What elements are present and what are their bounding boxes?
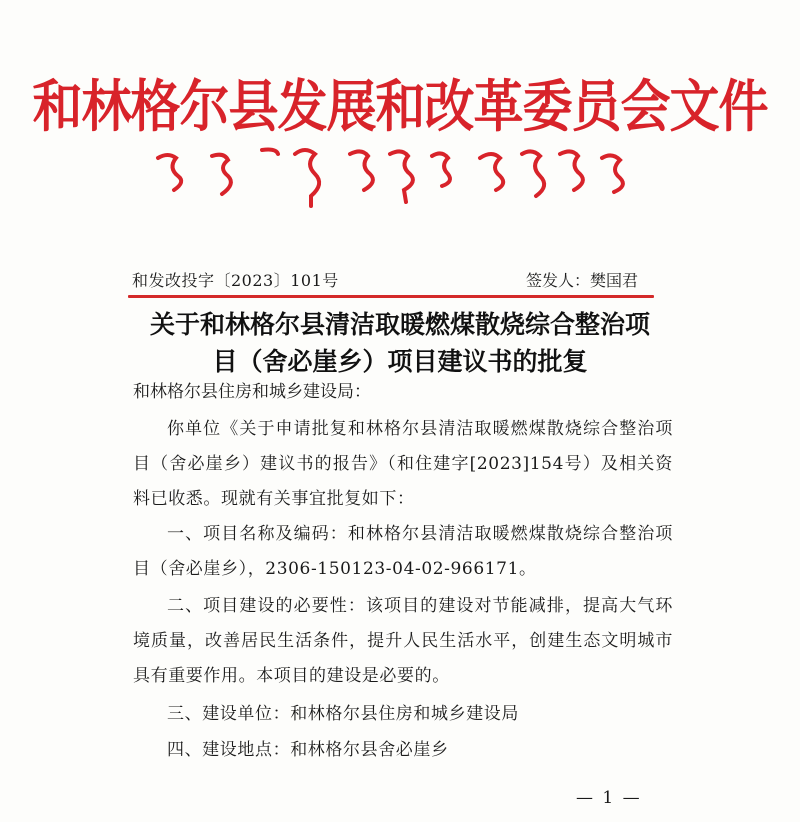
addressee: 和林格尔县住房和城乡建设局：	[133, 382, 371, 402]
mongolian-script-graphic	[150, 140, 640, 210]
org-masthead-title: 和林格尔县发展和改革委员会文件	[32, 74, 768, 140]
red-header-rule	[128, 295, 654, 298]
signer-name: 樊国君	[590, 271, 639, 290]
body-paragraph-intro: 你单位《关于申请批复和林格尔县清洁取暖燃煤散烧综合整治项目（舍必崖乡）建议书的报告》（和住建字[2023]154号）及相关资料已收悉。现就有关事宜批复如下：	[133, 419, 673, 509]
body-paragraph-necessity: 二、项目建设的必要性：该项目的建设对节能减排，提高大气环境质量，改善居民生活条件，提升人民生活水平，创建生态文明城市具有重要作用。本项目的建设是必要的。	[133, 596, 673, 686]
title-line-2: 目（舍必崖乡）项目建议书的批复	[212, 347, 588, 376]
document-title	[100, 306, 700, 380]
document-number: 和发改投字〔2023〕101号	[132, 271, 339, 290]
title-line-1: 关于和林格尔县清洁取暖燃煤散烧综合整治项	[149, 310, 650, 339]
signer-label: 签发人：	[526, 271, 591, 290]
page-number: — 1 —	[576, 788, 642, 808]
mongolian-script-seal	[150, 140, 640, 210]
signer-info	[526, 268, 638, 291]
body-paragraph-location: 四、建设地点：和林格尔县舍必崖乡	[167, 740, 449, 760]
body-paragraph-project-name: 一、项目名称及编码：和林格尔县清洁取暖燃煤散烧综合整治项目（舍必崖乡），2306-150123-04-02-966171。	[133, 524, 673, 579]
body-paragraph-builder: 三、建设单位：和林格尔县住房和城乡建设局	[167, 704, 519, 724]
